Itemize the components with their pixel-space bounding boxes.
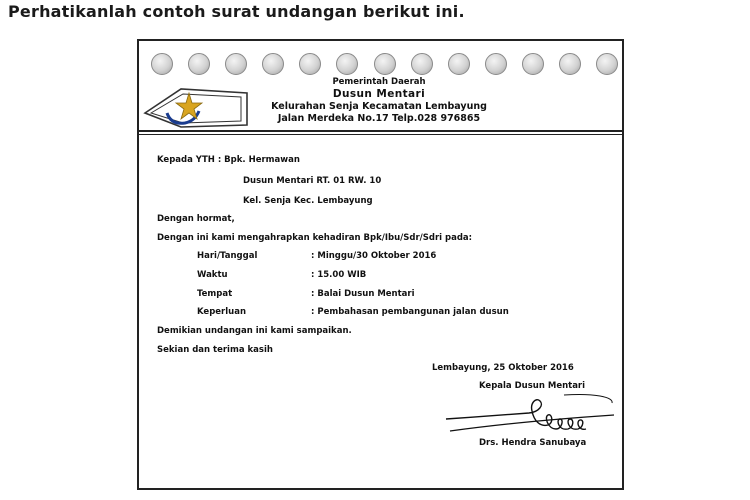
binder-rings — [151, 53, 616, 75]
binder-ring-icon — [188, 53, 210, 75]
detail-value: : 15.00 WIB — [311, 270, 367, 280]
letterhead-divider-thin — [139, 134, 622, 135]
letterhead-line-3: Kelurahan Senja Kecamatan Lembayung — [271, 101, 487, 112]
signature-icon — [444, 391, 619, 439]
binder-ring-icon — [596, 53, 618, 75]
salutation: Dengan hormat, — [157, 214, 235, 224]
binder-ring-icon — [336, 53, 358, 75]
instruction-text: Perhatikanlah contoh surat undangan berikut ini. — [8, 2, 465, 21]
place-date: Lembayung, 25 Oktober 2016 — [432, 363, 574, 373]
recipient-line-1: Kepada YTH : Bpk. Hermawan — [157, 155, 300, 165]
detail-label: Hari/Tanggal — [197, 251, 258, 261]
detail-label: Waktu — [197, 270, 228, 280]
invitation-letter — [137, 39, 624, 490]
binder-ring-icon — [225, 53, 247, 75]
letterhead-divider — [139, 130, 622, 132]
opening-text: Dengan ini kami mengahrapkan kehadiran Bpk/Ibu/Sdr/Sdri pada: — [157, 233, 473, 243]
binder-ring-icon — [151, 53, 173, 75]
closing-line-1: Demikian undangan ini kami sampaikan. — [157, 326, 352, 336]
binder-ring-icon — [448, 53, 470, 75]
emblem-icon — [141, 83, 251, 129]
recipient-line-2: Dusun Mentari RT. 01 RW. 10 — [243, 176, 382, 186]
detail-label: Tempat — [197, 289, 233, 299]
letterhead-line-1: Pemerintah Daerah — [332, 77, 426, 87]
closing-line-2: Sekian dan terima kasih — [157, 345, 273, 355]
detail-value: : Balai Dusun Mentari — [311, 289, 415, 299]
detail-value: : Pembahasan pembangunan jalan dusun — [311, 307, 509, 317]
recipient-line-3: Kel. Senja Kec. Lembayung — [243, 196, 373, 206]
signer-name: Drs. Hendra Sanubaya — [479, 438, 587, 448]
binder-ring-icon — [485, 53, 507, 75]
letterhead-line-2: Dusun Mentari — [332, 88, 426, 100]
detail-value: : Minggu/30 Oktober 2016 — [311, 251, 437, 261]
binder-ring-icon — [299, 53, 321, 75]
signer-title: Kepala Dusun Mentari — [479, 381, 586, 391]
binder-ring-icon — [559, 53, 581, 75]
binder-ring-icon — [262, 53, 284, 75]
binder-ring-icon — [411, 53, 433, 75]
detail-label: Keperluan — [197, 307, 246, 317]
binder-ring-icon — [522, 53, 544, 75]
letterhead-line-4: Jalan Merdeka No.17 Telp.028 976865 — [277, 113, 481, 124]
letterhead — [254, 77, 504, 125]
binder-ring-icon — [374, 53, 396, 75]
